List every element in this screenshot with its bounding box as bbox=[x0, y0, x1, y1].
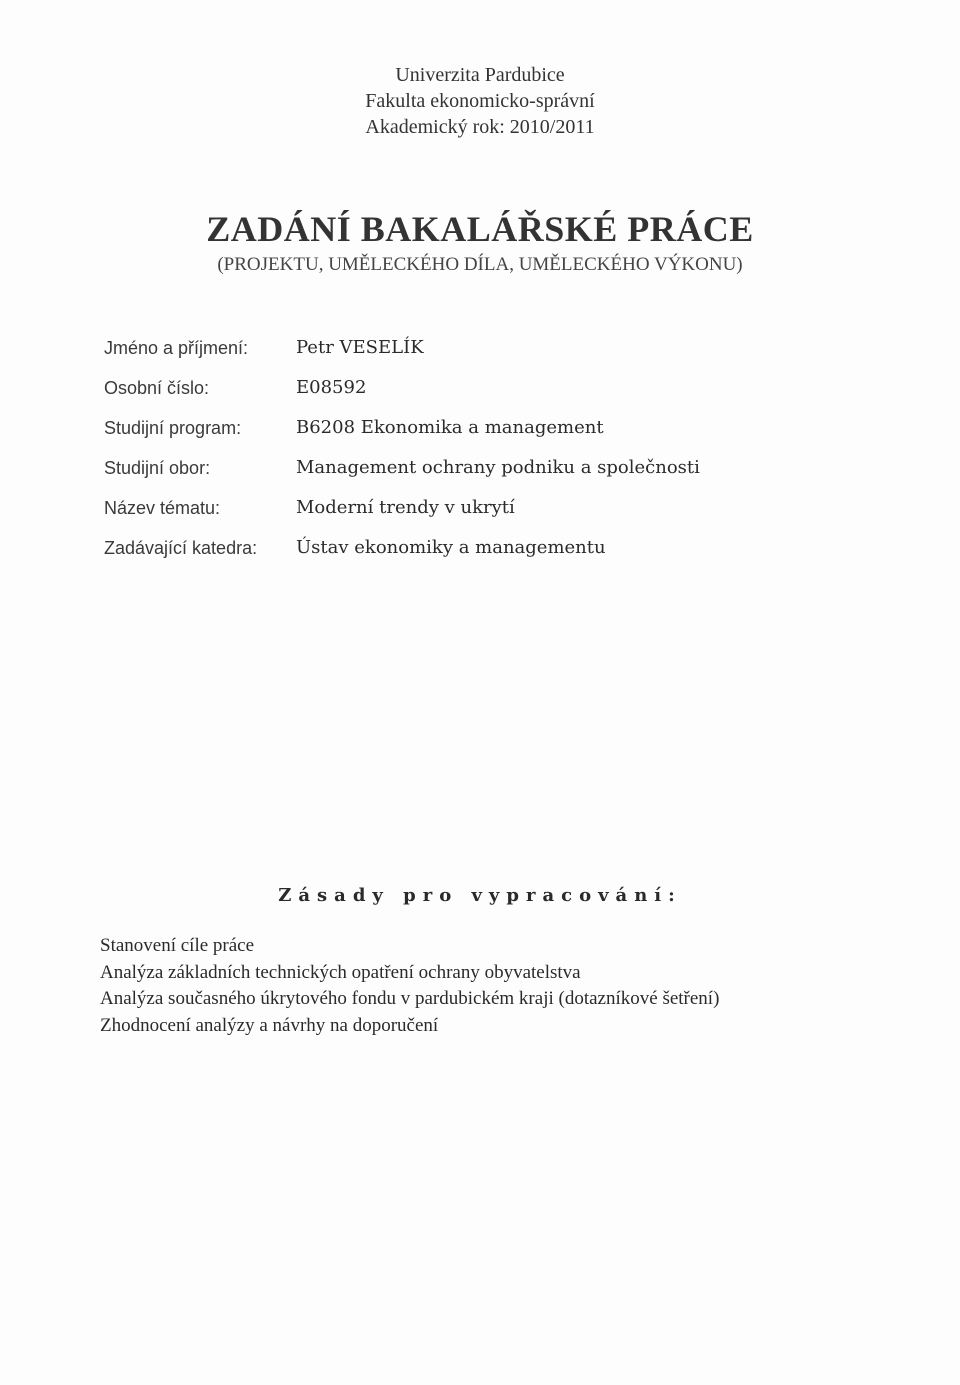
list-item: Stanovení cíle práce bbox=[100, 935, 255, 956]
info-label: Zadávající katedra: bbox=[104, 538, 258, 558]
info-value: Petr VESELÍK bbox=[296, 337, 424, 358]
academic-year: Akademický rok: 2010/2011 bbox=[365, 116, 595, 138]
info-label: Studijní program: bbox=[104, 418, 242, 438]
info-value: E08592 bbox=[296, 377, 367, 398]
info-row-department bbox=[104, 530, 864, 570]
document-title: ZADÁNÍ BAKALÁŘSKÉ PRÁCE bbox=[206, 209, 754, 249]
info-value: Management ochrany podniku a společnosti bbox=[296, 457, 700, 478]
university-name: Univerzita Pardubice bbox=[395, 64, 565, 86]
info-row-name bbox=[104, 330, 864, 370]
info-row-topic bbox=[104, 490, 864, 530]
info-row-personal-number bbox=[104, 370, 864, 410]
principles-list bbox=[100, 933, 880, 1039]
info-row-study-program bbox=[104, 410, 864, 450]
faculty-name: Fakulta ekonomicko-správní bbox=[365, 90, 595, 112]
info-row-study-field bbox=[104, 450, 864, 490]
list-item: Analýza současného úkrytového fondu v pardubickém kraji (dotazníkové šetření) bbox=[100, 988, 720, 1009]
document-header bbox=[0, 62, 960, 140]
info-value: Ústav ekonomiky a managementu bbox=[296, 537, 606, 558]
info-label: Studijní obor: bbox=[104, 458, 211, 478]
info-label: Název tématu: bbox=[104, 498, 221, 518]
info-label: Osobní číslo: bbox=[104, 378, 210, 398]
list-item: Zhodnocení analýzy a návrhy na doporučení bbox=[100, 1014, 439, 1036]
principles-heading: Zásady pro vypracování: bbox=[278, 885, 682, 906]
student-info-table bbox=[104, 330, 864, 570]
document-subtitle: (PROJEKTU, UMĚLECKÉHO DÍLA, UMĚLECKÉHO VÝKONU) bbox=[217, 254, 743, 275]
info-value: Moderní trendy v ukrytí bbox=[296, 497, 515, 518]
info-label: Jméno a příjmení: bbox=[104, 338, 249, 358]
info-value: B6208 Ekonomika a management bbox=[296, 417, 604, 438]
list-item: Analýza základních technických opatření ochrany obyvatelstva bbox=[100, 961, 581, 983]
